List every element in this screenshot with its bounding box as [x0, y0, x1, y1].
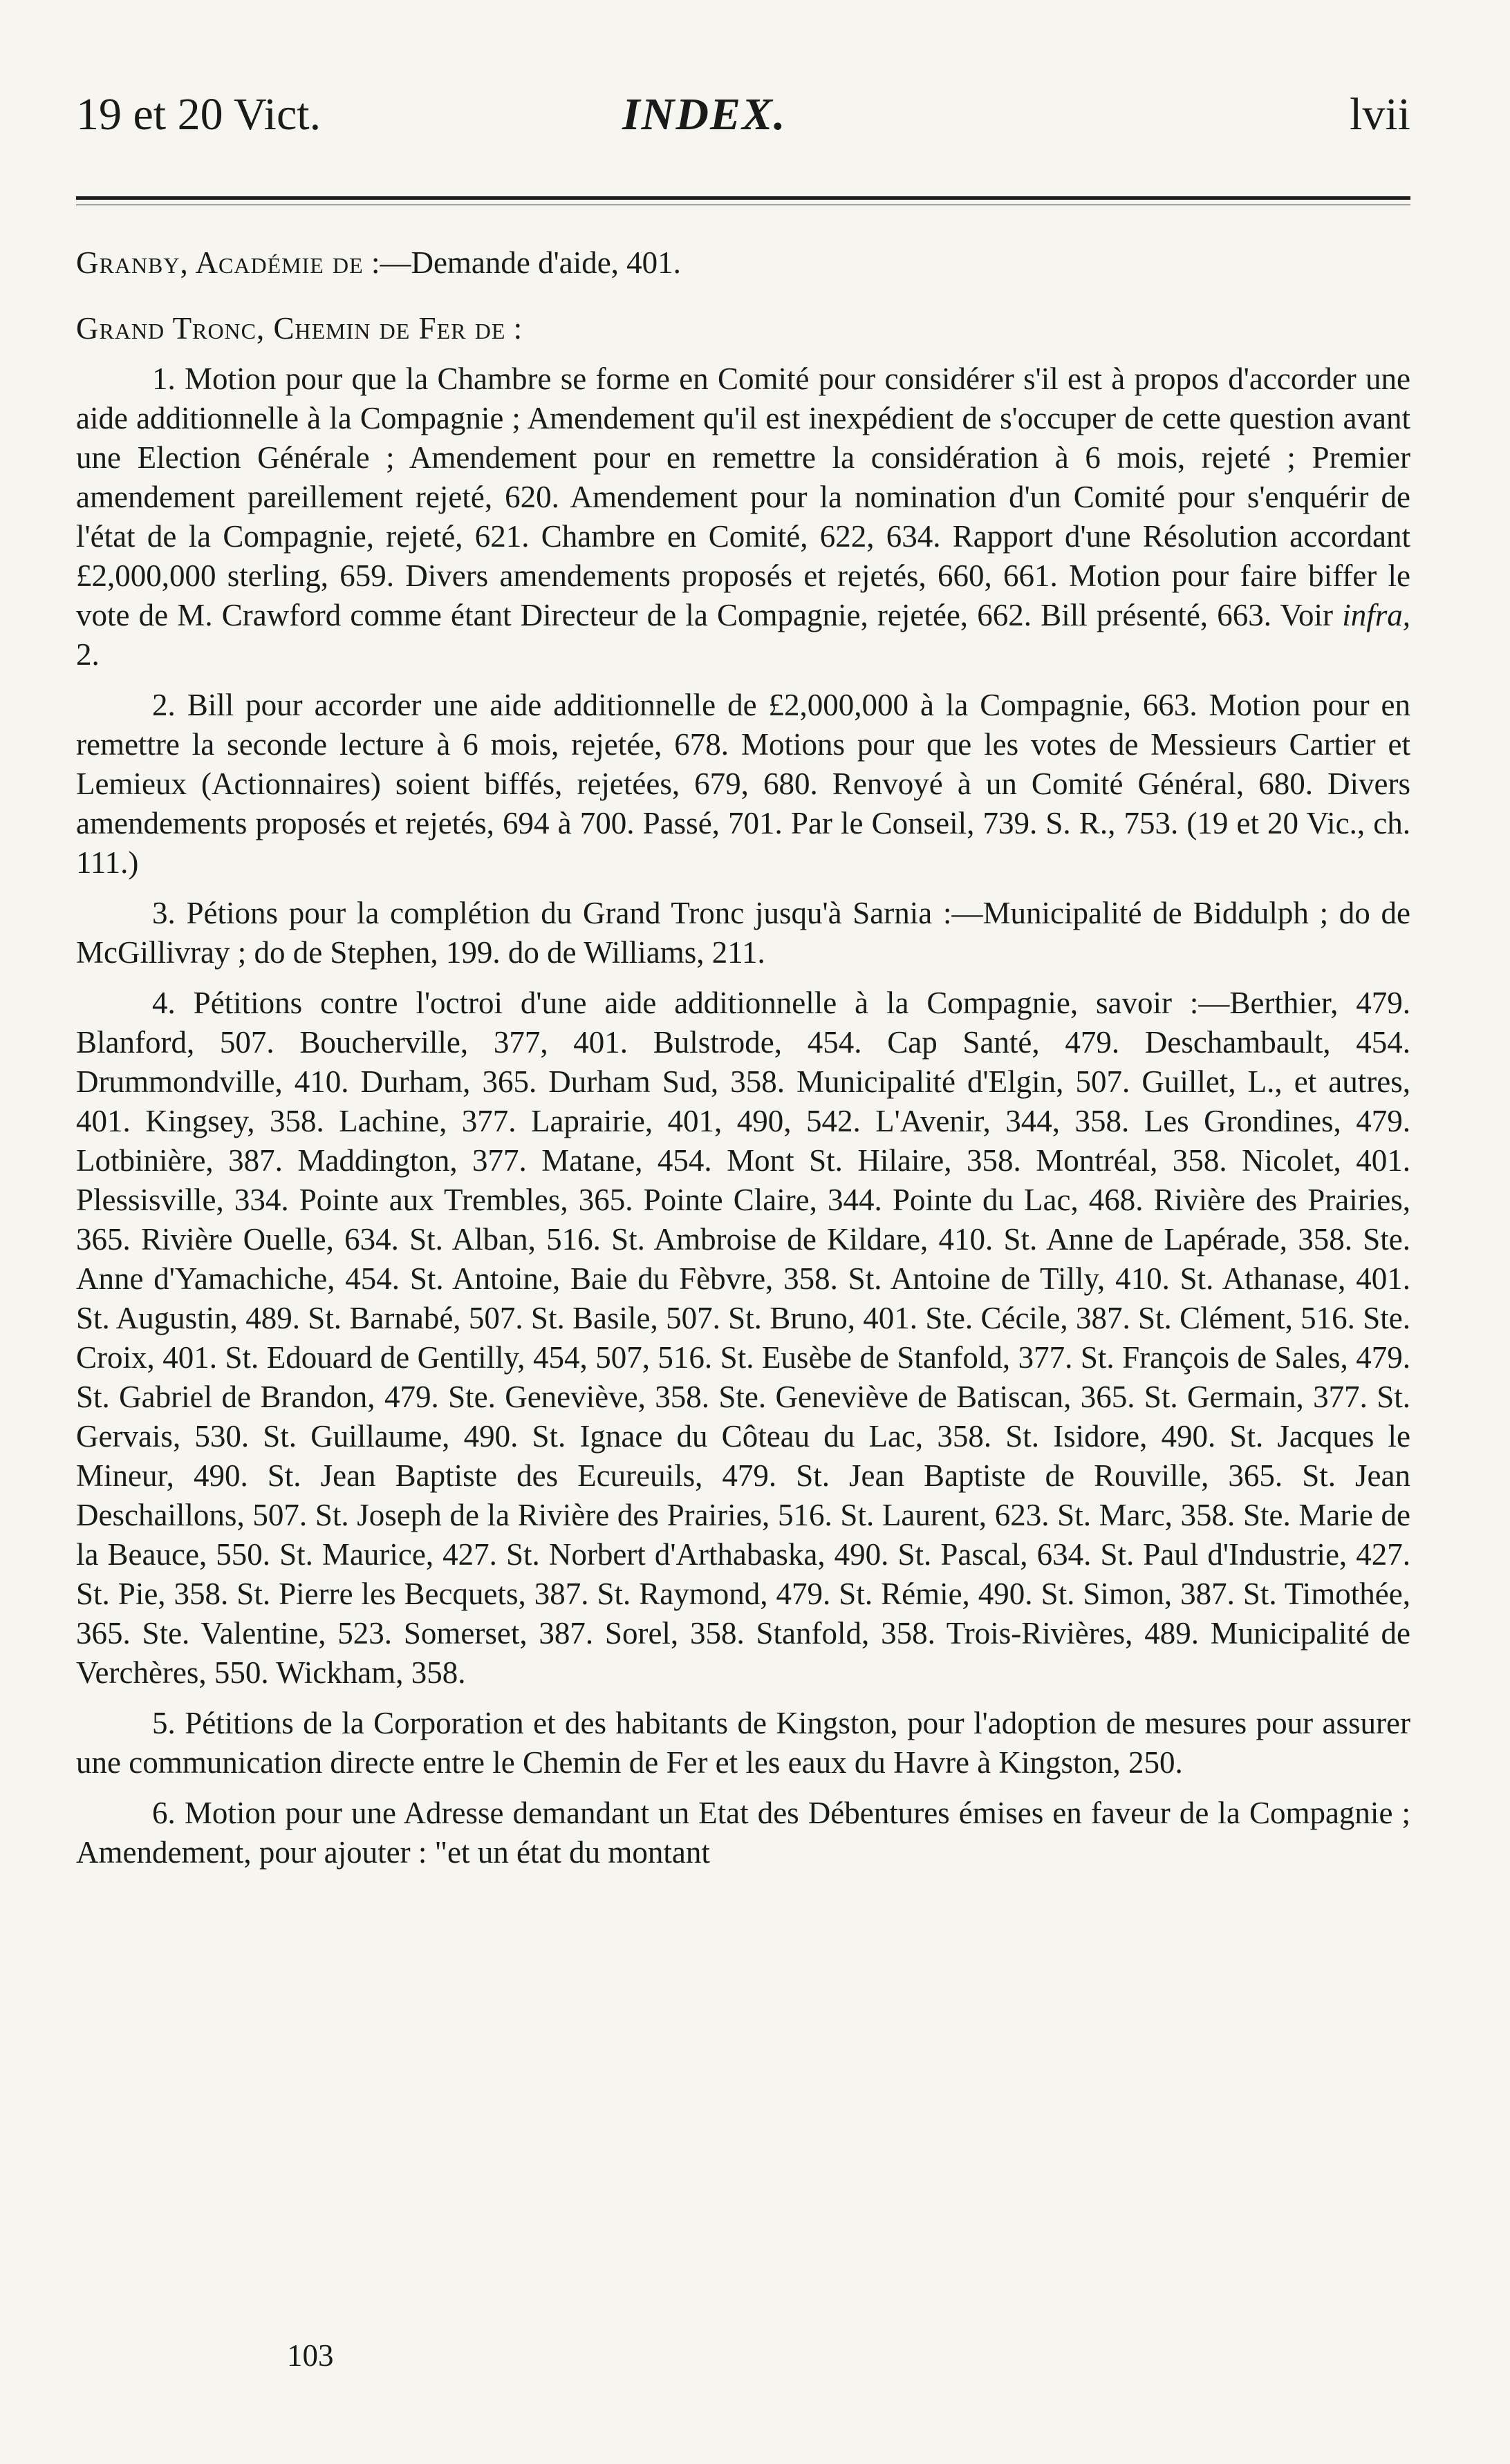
sub-entry-text: 2. Bill pour accorder une aide additionnelle de £2,000,000 à la Compagnie, 663. Motion pour en remettre la seconde lecture à 6 mois, rejetée, 678. Motions pour que les votes de Messieurs Cartier et Lemieux (Actionnaires) soient biffés, rejetées, 679, 680. Renvoyé à un Comité Général, 680. Divers amendements proposés et rejetés, 694 à 700. Passé, 701. Par le Conseil, 739. S. R., 753. (19 et 20 Vic., ch. 111.) — [76, 688, 1410, 880]
header-session: 19 et 20 Vict. — [76, 89, 321, 140]
sub-entry-5 — [76, 1704, 1410, 1783]
entry-heading: Granby, Académie de — [76, 245, 364, 280]
index-entry-grand-tronc — [76, 309, 1410, 348]
sub-entry-italic: infra, — [1342, 598, 1410, 632]
header-title: INDEX. — [622, 89, 787, 140]
sub-entry-1 — [76, 359, 1410, 675]
sub-entry-2 — [76, 686, 1410, 883]
entry-heading: Grand Tronc, Chemin de Fer de — [76, 311, 506, 346]
entry-text: :—Demande d'aide, 401. — [363, 245, 681, 280]
header-rule-thick — [76, 196, 1410, 200]
sub-entry-text: 1. Motion pour que la Chambre se forme en Comité pour considérer s'il est à propos d'accorder une aide additionnelle à la Compagnie ; Amendement qu'il est inexpédient de s'occuper de cette question avant une Election Générale ; Amendement pour en remettre la considération à 6 mois, rejeté ; Premier amendement pareillement rejeté, 620. Amendement pour la nomination d'un Comité pour s'enquérir de l'état de la Compagnie, rejeté, 621. Chambre en Comité, 622, 634. Rapport d'une Résolution accordant £2,000,000 sterling, 659. Divers amendements proposés et rejetés, 660, 661. Motion pour faire biffer le vote de M. Crawford comme étant Directeur de la Compagnie, rejetée, 662. Bill présenté, 663. Voir — [76, 361, 1410, 632]
index-body — [76, 243, 1410, 1883]
page — [76, 0, 1410, 2464]
sub-entry-6 — [76, 1794, 1410, 1872]
sub-entry-text: 4. Pétitions contre l'octroi d'une aide additionnelle à la Compagnie, savoir :—Berthier, 479. Blanford, 507. Boucherville, 377, 401. Bulstrode, 454. Cap Santé, 479. Deschambault, 454. Drummondville, 410. Durham, 365. Durham Sud, 358. Municipalité d'Elgin, 507. Guillet, L., et autres, 401. Kingsey, 358. Lachine, 377. Laprairie, 401, 490, 542. L'Avenir, 344, 358. Les Grondines, 479. Lotbinière, 387. Maddington, 377. Matane, 454. Mont St. Hilaire, 358. Montréal, 358. Nicolet, 401. Plessisville, 334. Pointe aux Trembles, 365. Pointe Claire, 344. Pointe du Lac, 468. Rivière des Prairies, 365. Rivière Ouelle, 634. St. Alban, 516. St. Ambroise de Kildare, 410. St. Anne de Lapérade, 358. Ste. Anne d'Yamachiche, 454. St. Antoine, Baie du Fèbvre, 358. St. Antoine de Tilly, 410. St. Athanase, 401. St. Augustin, 489. St. Barnabé, 507. St. Basile, 507. St. Bruno, 401. Ste. Cécile, 387. St. Clément, 516. Ste. Croix, 401. St. Edouard de Gentilly, 454, 507, 516. St. Eusèbe de Stanfold, 377. St. François de Sales, 479. St. Gabriel de Brandon, 479. Ste. Geneviève, 358. Ste. Geneviève de Batiscan, 365. St. Germain, 377. St. Gervais, 530. St. Guillaume, 490. St. Ignace du Côteau du Lac, 358. St. Isidore, 490. St. Jacques le Mineur, 490. St. Jean Baptiste des Ecureuils, 479. St. Jean Baptiste de Rouville, 365. St. Jean Deschaillons, 507. St. Joseph de la Rivière des Prairies, 516. St. Laurent, 623. St. Marc, 358. Ste. Marie de la Beauce, 550. St. Maurice, 427. St. Norbert d'Arthabaska, 490. St. Pascal, 634. St. Paul d'Industrie, 427. St. Pie, 358. St. Pierre les Becquets, 387. St. Raymond, 479. St. Rémie, 490. St. Simon, 387. St. Timothée, 365. Ste. Valentine, 523. Somerset, 387. Sorel, 358. Stanfold, 358. Trois-Rivières, 489. Municipalité de Verchères, 550. Wickham, 358. — [76, 986, 1410, 1690]
running-header — [76, 88, 1410, 151]
sub-entry-4 — [76, 984, 1410, 1693]
entry-text: : — [505, 311, 523, 346]
sub-entry-text: 5. Pétitions de la Corporation et des habitants de Kingston, pour l'adoption de mesures pour assurer une communication directe entre le Chemin de Fer et les eaux du Havre à Kingston, 250. — [76, 1706, 1410, 1780]
signature-mark: 103 — [287, 2338, 334, 2373]
sub-entry-text: 6. Motion pour une Adresse demandant un Etat des Débentures émises en faveur de la Compagnie ; Amendement, pour ajouter : "et un état du montant — [76, 1796, 1410, 1870]
sub-entry-text: 3. Pétions pour la complétion du Grand Tronc jusqu'à Sarnia :—Municipalité de Biddulph ; do de McGillivray ; do de Stephen, 199. do de Williams, 211. — [76, 896, 1410, 970]
sub-entry-tail: 2. — [76, 637, 100, 672]
index-entry-granby — [76, 243, 1410, 283]
sub-entry-3 — [76, 894, 1410, 972]
header-page-number: lvii — [1349, 89, 1410, 140]
